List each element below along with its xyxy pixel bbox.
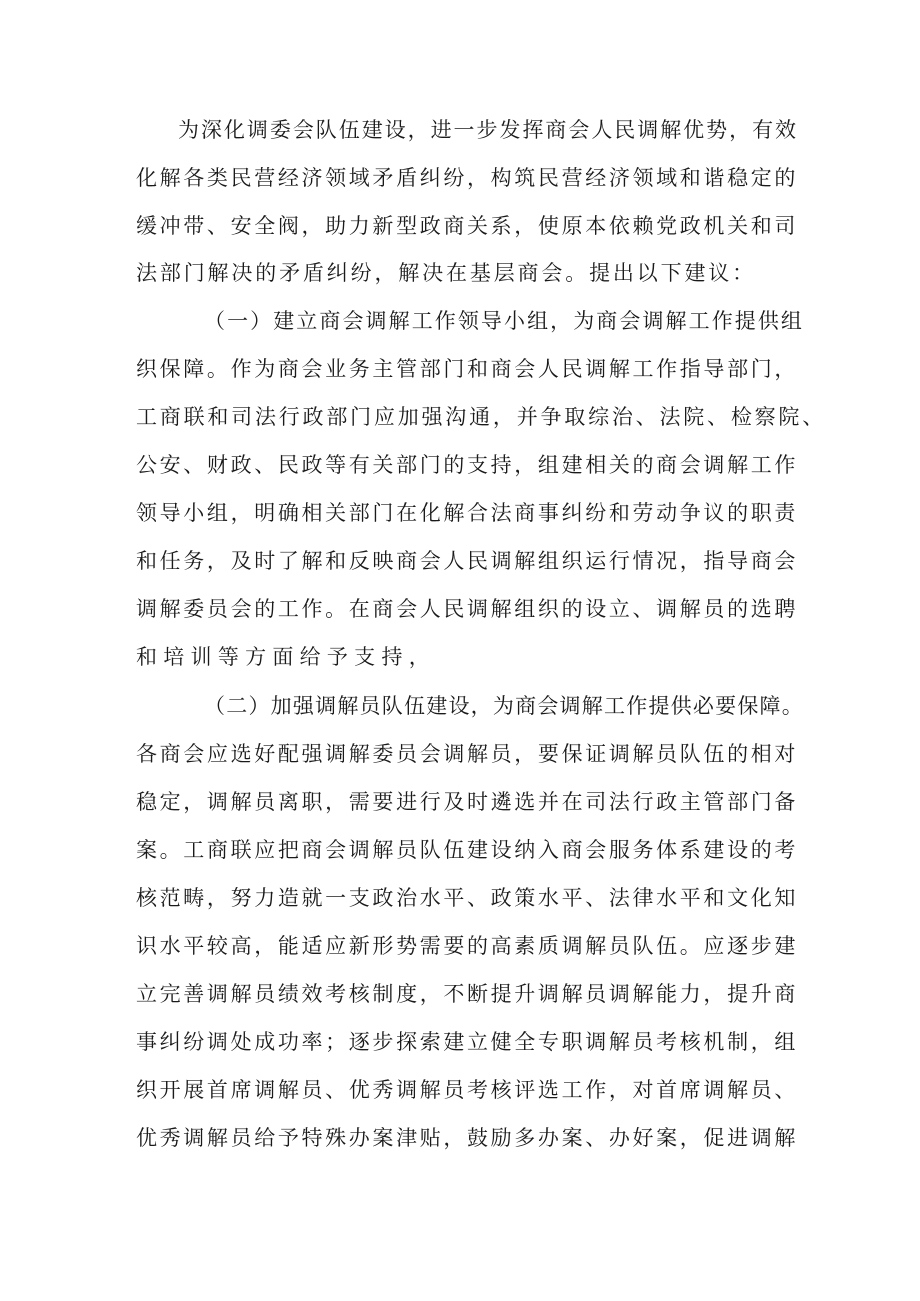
paragraph-line: 案。工商联应把商会调解员队伍建设纳入商会服务体系建设的考	[136, 838, 798, 862]
paragraph-line: 识水平较高，能适应新形势需要的高素质调解员队伍。应逐步建	[136, 934, 798, 958]
paragraph-line: 稳定，调解员离职，需要进行及时遴选并在司法行政主管部门备	[136, 790, 798, 814]
paragraph-line: 织保障。作为商会业务主管部门和商会人民调解工作指导部门，	[136, 357, 798, 381]
paragraph-line: 公安、财政、民政等有关部门的支持，组建相关的商会调解工作	[136, 453, 798, 477]
paragraph-line: 立完善调解员绩效考核制度，不断提升调解员调解能力，提升商	[136, 982, 798, 1006]
paragraph-line: 和任务，及时了解和反映商会人民调解组织运行情况，指导商会	[136, 549, 798, 573]
paragraph-line: 事纠纷调处成功率；逐步探索建立健全专职调解员考核机制，组	[136, 1030, 798, 1054]
paragraph-line: 核范畴，努力造就一支政治水平、政策水平、法律水平和文化知	[136, 886, 798, 910]
paragraph-line: 各商会应选好配强调解委员会调解员，要保证调解员队伍的相对	[136, 742, 798, 766]
paragraph-line: 织开展首席调解员、优秀调解员考核评选工作，对首席调解员、	[136, 1078, 798, 1102]
paragraph-line: 缓冲带、安全阀，助力新型政商关系，使原本依赖党政机关和司	[136, 214, 798, 238]
paragraph-line: 化解各类民营经济领域矛盾纠纷，构筑民营经济领域和谐稳定的	[136, 166, 798, 190]
section-heading-line: （一）建立商会调解工作领导小组，为商会调解工作提供组	[204, 309, 804, 333]
paragraph-line: 为深化调委会队伍建设，进一步发挥商会人民调解优势，有效	[178, 118, 798, 142]
paragraph-line: 和培训等方面给予支持，	[136, 645, 436, 669]
section-heading-line: （二）加强调解员队伍建设，为商会调解工作提供必要保障。	[204, 694, 804, 718]
paragraph-line: 领导小组，明确相关部门在化解合法商事纠纷和劳动争议的职责	[136, 501, 798, 525]
paragraph-line: 法部门解决的矛盾纠纷，解决在基层商会。提出以下建议：	[136, 261, 756, 285]
paragraph-line: 优秀调解员给予特殊办案津贴，鼓励多办案、办好案，促进调解	[136, 1126, 798, 1150]
paragraph-line: 工商联和司法行政部门应加强沟通，并争取综治、法院、检察院、	[136, 405, 826, 429]
paragraph-line: 调解委员会的工作。在商会人民调解组织的设立、调解员的选聘	[136, 597, 798, 621]
